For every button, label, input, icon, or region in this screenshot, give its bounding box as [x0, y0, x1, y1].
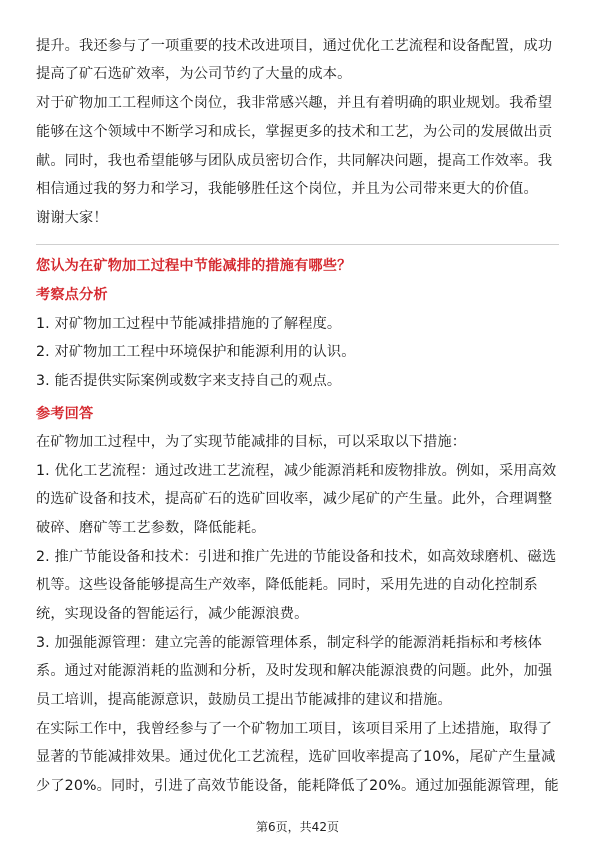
answer-line: 3. 加强能源管理：建立完善的能源管理体系，制定科学的能源消耗指标和考核体 [36, 635, 542, 651]
paragraph-line: 献。同时，我也希望能够与团队成员密切合作，共同解决问题，提高工作效率。我 [36, 153, 553, 169]
analysis-item: 2. 对矿物加工工程中环境保护和能源利用的认识。 [36, 344, 356, 360]
answer-line: 的选矿设备和技术，提高矿石的选矿回收率，减少尾矿的产生量。此外，合理调整 [36, 491, 553, 507]
answer-line: 员工培训，提高能源意识，鼓励员工提出节能减排的建议和措施。 [36, 692, 452, 708]
answer-line: 1. 优化工艺流程：通过改进工艺流程，减少能源消耗和废物排放。例如，采用高效 [36, 463, 557, 479]
paragraph-line: 提高了矿石选矿效率，为公司节约了大量的成本。 [36, 66, 352, 82]
analysis-item: 3. 能否提供实际案例或数字来支持自己的观点。 [36, 373, 342, 389]
paragraph-line: 能够在这个领域中不断学习和成长，掌握更多的技术和工艺，为公司的发展做出贡 [36, 124, 553, 140]
answer-heading: 参考回答 [36, 406, 94, 422]
paragraph-line: 谢谢大家！ [36, 210, 108, 226]
answer-line: 统，实现设备的智能运行，减少能源浪费。 [36, 606, 309, 622]
page-footer: 第6页，共42页 [256, 820, 339, 834]
answer-line: 2. 推广节能设备和技术：引进和推广先进的节能设备和技术，如高效球磨机、磁选 [36, 549, 557, 565]
paragraph-line: 对于矿物加工工程师这个岗位，我非常感兴趣，并且有着明确的职业规划。我希望 [36, 95, 553, 111]
analysis-heading: 考察点分析 [36, 287, 108, 303]
answer-line: 显著的节能减排效果。通过优化工艺流程，选矿回收率提高了10%，尾矿产生量减 [36, 749, 556, 765]
answer-line: 在矿物加工过程中，为了实现节能减排的目标，可以采取以下措施： [36, 434, 467, 450]
paragraph-line: 提升。我还参与了一项重要的技术改进项目，通过优化工艺流程和设备配置，成功 [36, 38, 553, 54]
section-divider [36, 244, 559, 245]
answer-line: 破碎、磨矿等工艺参数，降低能耗。 [36, 520, 266, 536]
question-title: 您认为在矿物加工过程中节能减排的措施有哪些？ [36, 258, 352, 274]
answer-line: 在实际工作中，我曾经参与了一个矿物加工项目，该项目采用了上述措施，取得了 [36, 721, 553, 737]
answer-line: 少了20%。同时，引进了高效节能设备，能耗降低了20%。通过加强能源管理，能 [36, 778, 559, 794]
answer-line: 系。通过对能源消耗的监测和分析，及时发现和解决能源浪费的问题。此外，加强 [36, 663, 553, 679]
analysis-item: 1. 对矿物加工过程中节能减排措施的了解程度。 [36, 316, 342, 332]
answer-line: 机等。这些设备能够提高生产效率，降低能耗。同时，采用先进的自动化控制系 [36, 577, 538, 593]
paragraph-line: 相信通过我的努力和学习，我能够胜任这个岗位，并且为公司带来更大的价值。 [36, 181, 538, 197]
